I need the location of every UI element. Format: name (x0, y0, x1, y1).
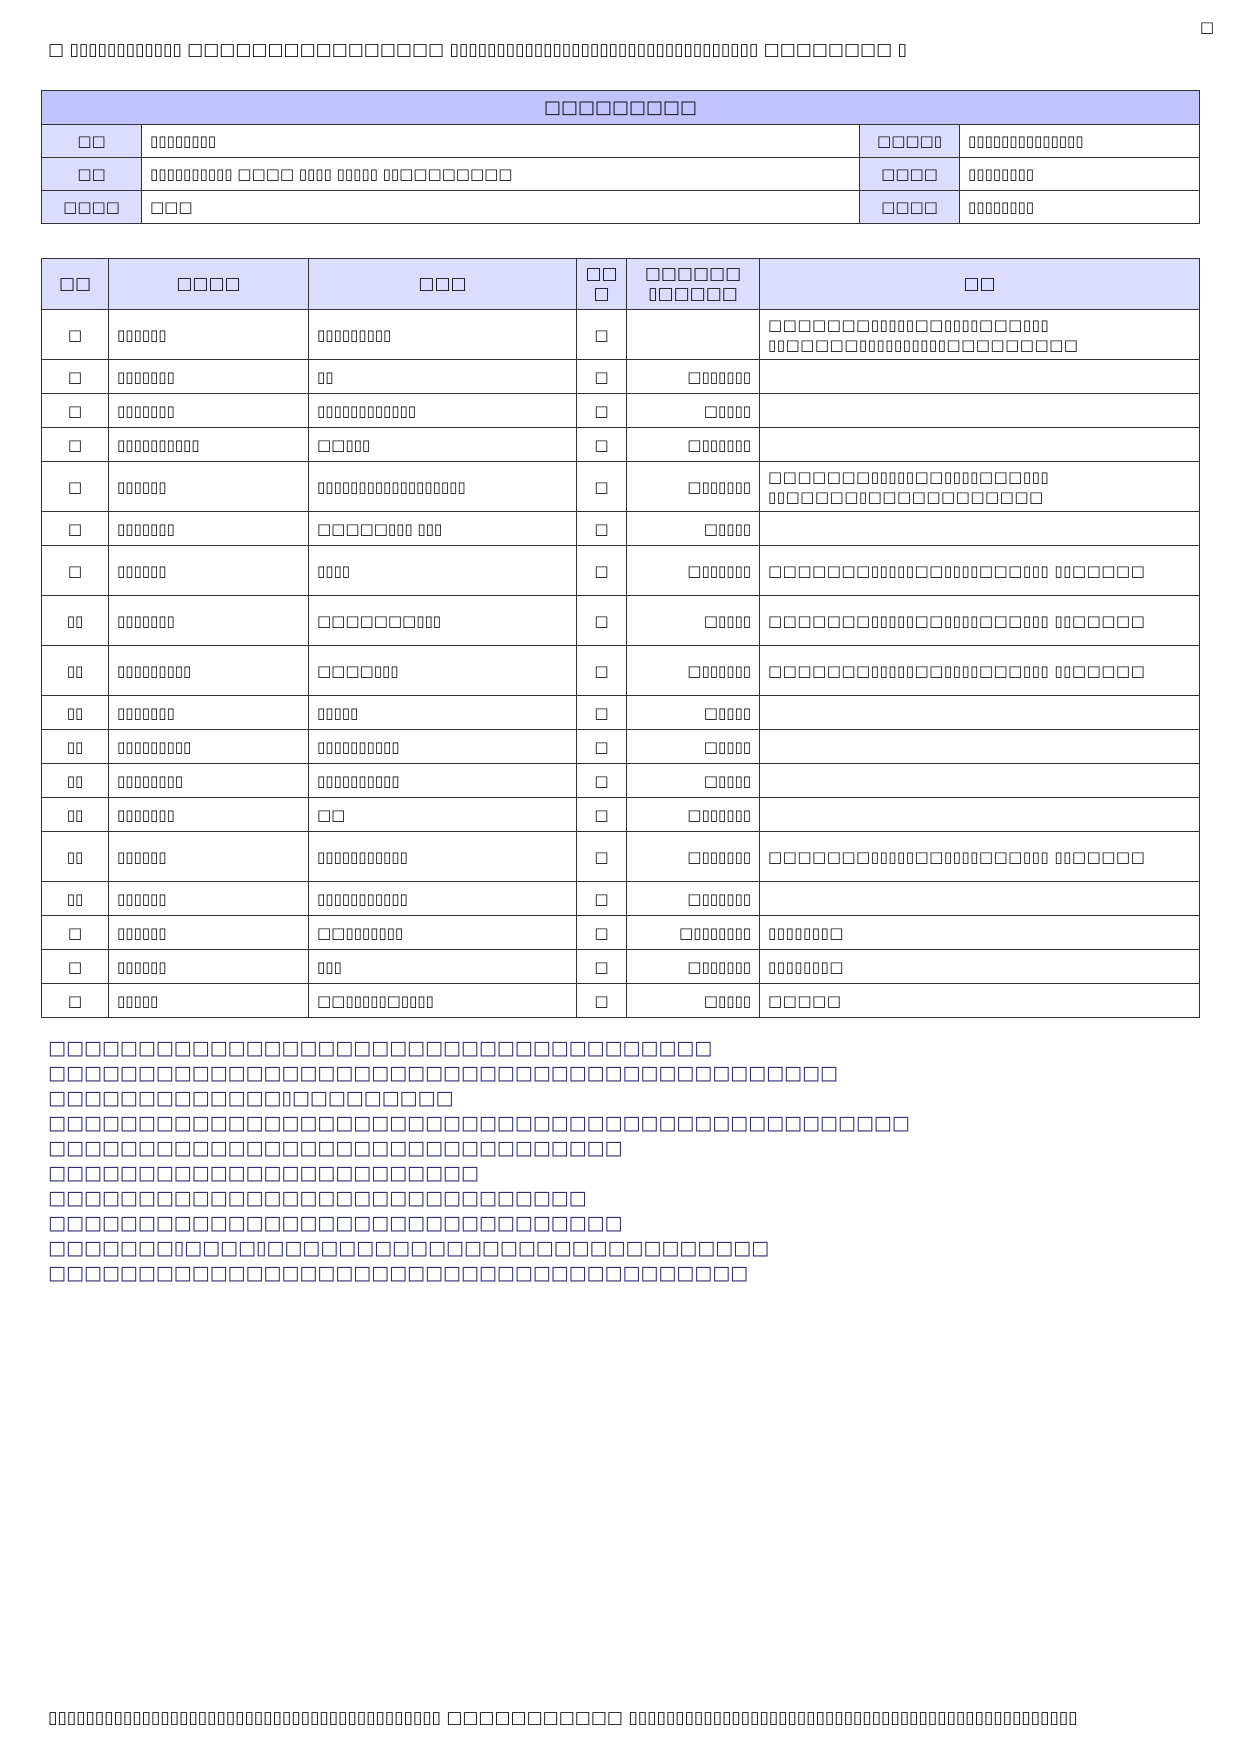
cell-remark: □□□□□□□▯▯▯▯▯□□▯▯▯▯□□□▯▯▯ ▯▯□□□□□ (760, 832, 1200, 882)
cell-amount: □▯▯▯▯▯▯ (627, 950, 760, 984)
cell-unit: □ (577, 646, 627, 696)
table-row (42, 882, 1200, 916)
table-row (42, 646, 1200, 696)
column-header: □□□□ (109, 259, 309, 310)
cell-amount: □▯▯▯▯ (627, 696, 760, 730)
info-table (41, 90, 1200, 224)
cell-code: ▯▯▯▯▯▯▯▯▯ (109, 730, 309, 764)
cell-remark (760, 730, 1200, 764)
table-row (42, 512, 1200, 546)
cell-number: □ (42, 394, 109, 428)
cell-code: ▯▯▯▯▯▯▯ (109, 394, 309, 428)
table-row (42, 696, 1200, 730)
cell-code: ▯▯▯▯▯▯▯ (109, 512, 309, 546)
cell-name: ▯▯▯▯▯▯▯▯▯▯▯▯ (309, 394, 577, 428)
cell-amount: □▯▯▯▯ (627, 764, 760, 798)
column-header: □□□ (309, 259, 577, 310)
column-header: □□□□□□ ▯□□□□□ (627, 259, 760, 310)
cell-remark (760, 394, 1200, 428)
cell-name: ▯▯▯▯ (309, 546, 577, 596)
cell-remark (760, 512, 1200, 546)
cell-unit: □ (577, 882, 627, 916)
cell-unit: □ (577, 798, 627, 832)
cell-name: □□ (309, 798, 577, 832)
table-row (42, 798, 1200, 832)
info-label: □□□□▯ (860, 125, 960, 158)
cell-unit: □ (577, 984, 627, 1018)
column-header: □□ □ (577, 259, 627, 310)
cell-number: ▯▯ (42, 696, 109, 730)
table-row (42, 832, 1200, 882)
info-table-title: □□□□□□□□□ (42, 91, 1200, 125)
cell-code: ▯▯▯▯▯▯▯ (109, 360, 309, 394)
cell-code: ▯▯▯▯▯▯ (109, 882, 309, 916)
cell-code: ▯▯▯▯▯▯▯▯▯ (109, 646, 309, 696)
cell-number: □ (42, 310, 109, 360)
document-header: □ ▯▯▯▯▯▯▯▯▯▯▯▯ □□□□□□□□□□□□□□□□ ▯▯▯▯▯▯▯▯▯▯▯▯▯▯▯▯▯▯▯▯▯▯▯▯▯▯▯▯▯▯▯▯▯ □□□□□□□□ ▯ (48, 40, 907, 60)
cell-remark: ▯▯▯▯▯▯▯□ (760, 950, 1200, 984)
cell-remark: ▯▯▯▯▯▯▯□ (760, 916, 1200, 950)
table-row (42, 360, 1200, 394)
column-header: □□ (42, 259, 109, 310)
cell-remark (760, 696, 1200, 730)
cell-code: ▯▯▯▯▯▯ (109, 310, 309, 360)
notes-section (48, 1036, 1180, 1286)
cell-code: ▯▯▯▯▯▯ (109, 916, 309, 950)
note-line: □□□□□□□□□□□□□□□□□□□□□□□□□□□□□□□□□□□□□ (48, 1037, 713, 1059)
table-row (42, 428, 1200, 462)
cell-code: ▯▯▯▯▯▯▯ (109, 798, 309, 832)
cell-code: ▯▯▯▯▯▯ (109, 950, 309, 984)
cell-number: ▯▯ (42, 596, 109, 646)
cell-name: ▯▯▯▯▯▯▯▯▯▯▯ (309, 832, 577, 882)
cell-remark: □□□□□□□▯▯▯▯▯□□▯▯▯▯□□□▯▯▯ ▯▯□□□□□ (760, 546, 1200, 596)
cell-amount: □▯▯▯▯▯▯▯ (627, 916, 760, 950)
cell-amount: □▯▯▯▯ (627, 984, 760, 1018)
table-row (42, 462, 1200, 512)
cell-name: ▯▯▯▯▯ (309, 696, 577, 730)
cell-amount: □▯▯▯▯ (627, 394, 760, 428)
cell-number: □ (42, 462, 109, 512)
cell-remark: □□□□□□□▯▯▯▯▯□□▯▯▯▯□□□▯▯▯ ▯▯□□□□□ (760, 646, 1200, 696)
cell-amount: □▯▯▯▯▯▯ (627, 832, 760, 882)
cell-name: ▯▯▯▯▯▯▯▯▯▯▯▯▯▯▯▯▯▯ (309, 462, 577, 512)
cell-code: ▯▯▯▯▯▯▯▯ (109, 764, 309, 798)
info-value: ▯▯▯▯▯▯▯▯ (960, 191, 1200, 224)
cell-amount: □▯▯▯▯▯▯ (627, 882, 760, 916)
note-line: □□□□□□□□□□□□□□□□□□□□□□□□□□□□□□□□□□□□□□□□□□□□□□□□ (48, 1112, 910, 1134)
cell-number: ▯▯ (42, 832, 109, 882)
cell-number: □ (42, 950, 109, 984)
info-value: □□□ (142, 191, 860, 224)
items-table (41, 258, 1200, 1018)
cell-remark (760, 882, 1200, 916)
cell-remark: □□□□□ (760, 984, 1200, 1018)
info-label: □□□□ (860, 191, 960, 224)
cell-name: ▯▯▯▯▯▯▯▯▯▯ (309, 730, 577, 764)
cell-code: ▯▯▯▯▯▯▯ (109, 696, 309, 730)
cell-unit: □ (577, 696, 627, 730)
table-row (42, 984, 1200, 1018)
column-header: □□ (760, 259, 1200, 310)
cell-code: ▯▯▯▯▯ (109, 984, 309, 1018)
note-line: □□□□□□□□□□□□□▯□□□□□□□□□ (48, 1087, 454, 1109)
cell-name: □□□□□□□▯▯▯ (309, 596, 577, 646)
cell-unit: □ (577, 546, 627, 596)
table-row (42, 950, 1200, 984)
cell-unit: □ (577, 916, 627, 950)
cell-name: □□▯▯▯▯▯□▯▯▯▯ (309, 984, 577, 1018)
cell-name: ▯▯▯▯▯▯▯▯▯ (309, 310, 577, 360)
cell-name: □□□□□▯▯▯ ▯▯▯ (309, 512, 577, 546)
cell-name: □□▯▯▯ (309, 428, 577, 462)
cell-code: ▯▯▯▯▯▯ (109, 546, 309, 596)
cell-remark (760, 360, 1200, 394)
note-line: □□□□□□□□□□□□□□□□□□□□□□□□□□□□□□□□□□□□□□□□□□□□ (48, 1062, 838, 1084)
info-label: □□□□ (42, 191, 142, 224)
table-row (42, 596, 1200, 646)
cell-amount: □▯▯▯▯▯▯ (627, 798, 760, 832)
cell-unit: □ (577, 832, 627, 882)
cell-code: ▯▯▯▯▯▯ (109, 462, 309, 512)
cell-name: ▯▯▯ (309, 950, 577, 984)
cell-number: □ (42, 428, 109, 462)
cell-number: ▯▯ (42, 882, 109, 916)
cell-remark: □□□□□□□▯▯▯▯▯□□▯▯▯▯□□□▯▯▯ ▯▯□□□□□ (760, 596, 1200, 646)
cell-amount: □▯▯▯▯▯▯ (627, 360, 760, 394)
cell-amount: □▯▯▯▯ (627, 512, 760, 546)
cell-number: □ (42, 360, 109, 394)
cell-code: ▯▯▯▯▯▯▯ (109, 596, 309, 646)
note-line: □□□□□□□□□□□□□□□□□□□□□□□□□□□□□□□□ (48, 1137, 623, 1159)
cell-name: □□□□▯▯▯ (309, 646, 577, 696)
cell-unit: □ (577, 462, 627, 512)
cell-number: ▯▯ (42, 764, 109, 798)
note-line: □□□□□□□▯□□□□▯□□□□□□□□□□□□□□□□□□□□□□□□□□□□ (48, 1237, 770, 1259)
cell-code: ▯▯▯▯▯▯ (109, 832, 309, 882)
cell-code: ▯▯▯▯▯▯▯▯▯▯ (109, 428, 309, 462)
info-value: ▯▯▯▯▯▯▯▯ (142, 125, 860, 158)
table-row (42, 310, 1200, 360)
cell-name: ▯▯▯▯▯▯▯▯▯▯ (309, 764, 577, 798)
cell-remark: □□□□□□□▯▯▯▯▯□□▯▯▯▯□□□▯▯▯ ▯▯□□□□□▯▯▯▯▯▯▯▯▯▯□□□□□□□□□ (760, 310, 1200, 360)
info-label: □□□□ (860, 158, 960, 191)
cell-unit: □ (577, 310, 627, 360)
info-label: □□ (42, 125, 142, 158)
info-value: ▯▯▯▯▯▯▯▯ (960, 158, 1200, 191)
cell-name: □□▯▯▯▯▯▯▯ (309, 916, 577, 950)
cell-unit: □ (577, 596, 627, 646)
note-line: □□□□□□□□□□□□□□□□□□□□□□□□□□□□□□□□ (48, 1212, 623, 1234)
cell-number: ▯▯ (42, 646, 109, 696)
cell-amount: □▯▯▯▯ (627, 596, 760, 646)
note-line: □□□□□□□□□□□□□□□□□□□□□□□□ (48, 1162, 479, 1184)
cell-unit: □ (577, 950, 627, 984)
cell-amount: □▯▯▯▯ (627, 730, 760, 764)
cell-number: □ (42, 512, 109, 546)
table-row (42, 394, 1200, 428)
cell-number: ▯▯ (42, 730, 109, 764)
cell-name: ▯▯ (309, 360, 577, 394)
cell-name: ▯▯▯▯▯▯▯▯▯▯▯ (309, 882, 577, 916)
cell-number: ▯▯ (42, 798, 109, 832)
table-row (42, 546, 1200, 596)
cell-remark (760, 798, 1200, 832)
table-row (42, 764, 1200, 798)
table-row (42, 916, 1200, 950)
cell-unit: □ (577, 730, 627, 764)
cell-unit: □ (577, 394, 627, 428)
cell-amount (627, 310, 760, 360)
cell-number: □ (42, 916, 109, 950)
cell-amount: □▯▯▯▯▯▯ (627, 428, 760, 462)
info-value: ▯▯▯▯▯▯▯▯▯▯ □□□□ ▯▯▯▯ ▯▯▯▯▯ ▯▯□□□□□□□□ (142, 158, 860, 191)
info-label: □□ (42, 158, 142, 191)
page-number: □ (1199, 18, 1215, 36)
note-line: □□□□□□□□□□□□□□□□□□□□□□□□□□□□□□ (48, 1187, 587, 1209)
info-value: ▯▯▯▯▯▯▯▯▯▯▯▯▯▯ (960, 125, 1200, 158)
cell-remark (760, 428, 1200, 462)
note-line: □□□□□□□□□□□□□□□□□□□□□□□□□□□□□□□□□□□□□□□ (48, 1262, 749, 1284)
cell-unit: □ (577, 764, 627, 798)
cell-amount: □▯▯▯▯▯▯ (627, 462, 760, 512)
cell-unit: □ (577, 512, 627, 546)
cell-amount: □▯▯▯▯▯▯ (627, 646, 760, 696)
cell-number: □ (42, 546, 109, 596)
cell-unit: □ (577, 360, 627, 394)
cell-amount: □▯▯▯▯▯▯ (627, 546, 760, 596)
cell-remark (760, 764, 1200, 798)
cell-number: □ (42, 984, 109, 1018)
document-footer: ▯▯▯▯▯▯▯▯▯▯▯▯▯▯▯▯▯▯▯▯▯▯▯▯▯▯▯▯▯▯▯▯▯▯▯▯▯▯▯▯▯▯ □□□□□□□□□□□ ▯▯▯▯▯▯▯▯▯▯▯▯▯▯▯▯▯▯▯▯▯▯▯▯▯▯▯▯▯▯▯▯▯▯▯▯▯▯▯▯▯▯▯▯▯▯▯▯ (48, 1708, 1078, 1728)
table-row (42, 730, 1200, 764)
cell-unit: □ (577, 428, 627, 462)
cell-remark: □□□□□□□▯▯▯▯▯□□▯▯▯▯□□□▯▯▯ ▯▯□□□□□▯□□□□□□□□□□□□ (760, 462, 1200, 512)
